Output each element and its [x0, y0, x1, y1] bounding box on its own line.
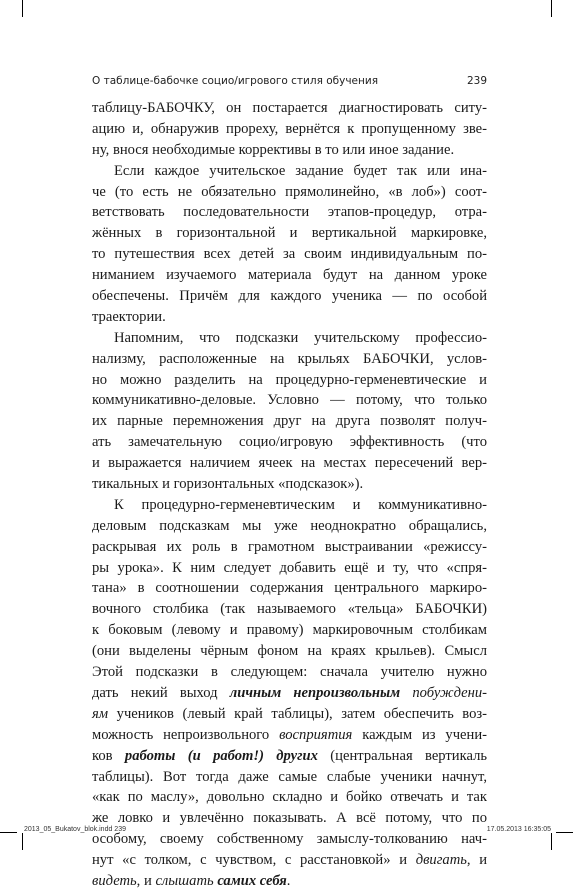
crop-mark-bottom-right — [551, 833, 552, 850]
text-line — [92, 850, 487, 871]
text-segment: учеников (левый край таблицы), затем обеспечить воз- — [108, 705, 487, 722]
text-segment: ветствовать последовательности этапов-процедур, отра- — [92, 204, 487, 221]
text-line — [92, 307, 487, 328]
text-line — [92, 432, 487, 453]
text-segment: (они выделены чёрным фоном на краях крыльев). Смысл — [92, 643, 487, 660]
text-segment: обеспечены. Причём для каждого ученика — по особой — [92, 288, 487, 305]
text-line — [92, 119, 487, 140]
emphasis-text: самих себя — [217, 872, 287, 889]
text-line — [92, 474, 487, 495]
text-segment: ацию и, обнаружив прореху, вернётся к пропущенному зве- — [92, 120, 487, 137]
text-line — [92, 516, 487, 537]
page-number: 239 — [466, 75, 487, 87]
text-line — [92, 578, 487, 599]
text-segment: Напомним, что подсказки учительскому профессио- — [114, 329, 487, 346]
emphasis-text: ям — [92, 705, 109, 722]
text-line — [92, 98, 487, 119]
text-segment: вочного столбика (так называемого «тельца» БАБОЧКИ) — [92, 601, 487, 618]
text-line — [92, 746, 487, 767]
emphasis-text: побуждени- — [412, 684, 487, 701]
text-segment: Если каждое учительское задание будет так или ина- — [114, 162, 487, 179]
emphasis-text: видеть — [92, 872, 137, 889]
text-line — [92, 265, 487, 286]
text-line — [92, 537, 487, 558]
emphasis-text: слышать — [155, 872, 214, 889]
text-segment: тана» в соотношении содержания центрального маркиро- — [92, 580, 487, 597]
text-line — [92, 370, 487, 391]
text-segment: раскрывая их роль в грамотном выстраивании «режиссу- — [92, 538, 487, 555]
text-line — [92, 202, 487, 223]
text-segment: дать некий выход — [92, 684, 230, 701]
text-line — [92, 599, 487, 620]
running-head — [92, 75, 487, 91]
text-segment — [400, 685, 412, 701]
text-segment: каждым из учени- — [352, 726, 488, 743]
text-line — [92, 495, 487, 516]
text-line — [92, 328, 487, 349]
text-segment: деловым подсказкам мы уже неоднократно обращались, — [92, 517, 487, 534]
text-line — [92, 349, 487, 370]
text-line — [92, 244, 487, 265]
text-segment: ры урока». К ним следует добавить ещё и ту, что «спря- — [92, 559, 487, 576]
text-line — [92, 683, 487, 704]
text-line — [92, 390, 487, 411]
running-head-title: О таблице-бабочке социо/игрового стиля обучения — [92, 75, 379, 87]
text-line — [92, 182, 487, 203]
text-line — [92, 411, 487, 432]
text-line — [92, 871, 487, 892]
text-segment: коммуникативно-деловые. Условно — потому, что только — [92, 392, 487, 409]
text-line — [92, 725, 487, 746]
text-segment: но можно разделить на процедурно-герменевтические и — [92, 371, 487, 388]
text-segment: , и — [136, 872, 156, 889]
text-segment: то путешествия всех детей за своим индивидуальным по- — [92, 246, 487, 263]
text-segment: их парные перемножения друг на друга позволят получ- — [92, 413, 487, 430]
text-segment: че (то есть не обязательно прямолинейно, «в лоб») соот- — [92, 183, 487, 200]
text-line — [92, 453, 487, 474]
text-segment: же ловко и увлечённо показывать. А всё потому, что по — [92, 810, 487, 827]
text-segment: таблицу-БАБОЧКУ, он постарается диагностировать ситу- — [92, 100, 487, 116]
text-line — [92, 140, 487, 161]
text-segment: ков — [92, 747, 125, 764]
text-segment: ать замечательную социо/игровую эффективность (что — [92, 434, 487, 451]
slug-timestamp: 17.05.2013 16:35:05 — [486, 826, 551, 833]
text-segment: К процедурно-герменевтическим и коммуникативно- — [114, 496, 487, 513]
text-segment: нализму, расположенные на крыльях БАБОЧКИ, услов- — [92, 350, 487, 367]
text-line — [92, 767, 487, 788]
text-line — [92, 223, 487, 244]
text-segment: жённых в горизонтальной и вертикальной маркировке, — [92, 225, 487, 242]
text-segment: особому, своему собственному замыслу-толкованию нач- — [92, 831, 487, 848]
text-line — [92, 620, 487, 641]
emphasis-text: двигать — [415, 852, 467, 869]
emphasis-text: восприятия — [279, 726, 353, 743]
emphasis-text: личным непроизвольным — [229, 684, 401, 701]
text-segment: . — [286, 872, 291, 889]
crop-mark-top-left — [22, 0, 23, 17]
text-segment: нут «с толком, с чувством, с расстановкой» и — [92, 852, 416, 869]
text-line — [92, 808, 487, 829]
text-segment: тикальных и горизонтальных «подсказок»). — [92, 476, 364, 493]
text-line — [92, 662, 487, 683]
text-segment: ну, внося необходимые коррективы в то или иное задание. — [92, 141, 455, 158]
crop-mark-bottom-left — [22, 833, 23, 850]
emphasis-text: работы (и работ!) других — [124, 747, 318, 764]
text-line — [92, 829, 487, 850]
text-segment: траектории. — [92, 308, 166, 325]
text-line — [92, 641, 487, 662]
text-segment: и выражается наличием ячеек на местах пересечений вер- — [92, 455, 487, 472]
crop-mark-bottom-right-h — [556, 832, 573, 833]
text-segment: можность непроизвольного — [92, 726, 280, 743]
slug-file: 2013_05_Bukatov_blok.indd 239 — [24, 826, 126, 833]
text-segment: к боковым (левому и правому) маркировочным столбикам — [92, 622, 487, 639]
body-text — [92, 98, 487, 892]
crop-mark-top-right — [551, 0, 552, 17]
text-line — [92, 558, 487, 579]
text-segment: Этой подсказки в следующем: сначала учителю нужно — [92, 664, 487, 681]
text-segment: таблицы). Вот тогда даже самые слабые ученики начнут, — [92, 768, 487, 785]
text-segment: «как по маслу», довольно складно и бойко отвечать и так — [92, 789, 487, 806]
text-line — [92, 161, 487, 182]
text-segment: (центральная вертикаль — [317, 747, 488, 764]
text-segment: , и — [466, 852, 487, 869]
crop-mark-bottom-left-h — [0, 832, 17, 833]
text-line — [92, 704, 487, 725]
text-segment: ниманием изучаемого материала будут на данном уроке — [92, 267, 487, 284]
text-line — [92, 286, 487, 307]
text-line — [92, 787, 487, 808]
